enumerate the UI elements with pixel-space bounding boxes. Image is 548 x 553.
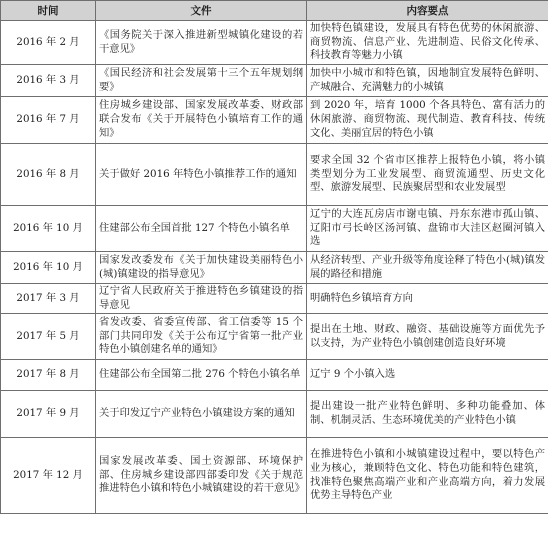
cell-file: 辽宁省人民政府关于推进特色乡镇建设的指导意见 xyxy=(96,284,307,314)
cell-file: 国家发展改革委、国土资源部、环境保护部、住房城乡建设部四部委印发《关于规范推进特色小镇和特色小城镇建设的若干意见》 xyxy=(96,438,307,514)
cell-time: 2016 年 3 月 xyxy=(1,65,96,97)
header-content-points: 内容要点 xyxy=(307,1,548,21)
cell-file: 住建部公布全国第二批 276 个特色小镇名单 xyxy=(96,360,307,391)
cell-file: 《国民经济和社会发展第十三个五年规划纲要》 xyxy=(96,65,307,97)
table-header-row xyxy=(1,1,548,21)
cell-file: 省发改委、省委宣传部、省工信委等 15 个部门共同印发《关于公布辽宁省第一批产业特色小镇创建名单的通知》 xyxy=(96,314,307,360)
cell-points: 到 2020 年，培育 1000 个各具特色、富有活力的休闲旅游、商贸物流、现代制造、教育科技、传统文化、美丽宜居的特色小镇 xyxy=(307,97,548,144)
cell-file: 关于印发辽宁产业特色小镇建设方案的通知 xyxy=(96,391,307,438)
cell-time: 2016 年 10 月 xyxy=(1,206,96,252)
cell-points: 明确特色乡镇培育方向 xyxy=(307,284,548,314)
cell-time: 2016 年 7 月 xyxy=(1,97,96,144)
cell-points: 提出建设一批产业特色鲜明、多种功能叠加、体制、机制灵活、生态环境优美的产业特色小镇 xyxy=(307,391,548,438)
cell-time: 2016 年 8 月 xyxy=(1,144,96,206)
cell-points: 辽宁的大连瓦房店市谢屯镇、丹东东港市孤山镇、辽阳市弓长岭区汤河镇、盘锦市大洼区赵圈河镇入选 xyxy=(307,206,548,252)
cell-points: 辽宁 9 个小镇入选 xyxy=(307,360,548,391)
table-row xyxy=(1,360,548,391)
cell-points: 加快中小城市和特色镇，因地制宜发展特色鲜明、产城融合、充满魅力的小城镇 xyxy=(307,65,548,97)
table-row xyxy=(1,252,548,284)
cell-time: 2016 年 10 月 xyxy=(1,252,96,284)
table-row xyxy=(1,65,548,97)
cell-time: 2017 年 5 月 xyxy=(1,314,96,360)
cell-time: 2017 年 8 月 xyxy=(1,360,96,391)
header-file: 文件 xyxy=(96,1,307,21)
cell-points: 提出在土地、财政、融资、基础设施等方面优先予以支持，为产业特色小镇创建创造良好环境 xyxy=(307,314,548,360)
cell-points: 在推进特色小镇和小城镇建设过程中，要以特色产业为核心，兼顾特色文化、特色功能和特色建筑，找准特色聚焦高端产业和产业高端方向，着力发展优势主导特色产业 xyxy=(307,438,548,514)
cell-time: 2016 年 2 月 xyxy=(1,21,96,65)
table-row xyxy=(1,284,548,314)
table-row xyxy=(1,314,548,360)
table-row xyxy=(1,206,548,252)
cell-time: 2017 年 3 月 xyxy=(1,284,96,314)
cell-file: 国家发改委发布《关于加快建设美丽特色小(城)镇建设的指导意见》 xyxy=(96,252,307,284)
cell-points: 要求全国 32 个省市区推荐上报特色小镇，将小镇类型划分为工业发展型、商贸流通型、历史文化型、旅游发展型、民族聚居型和农业发展型 xyxy=(307,144,548,206)
cell-file: 关于做好 2016 年特色小镇推荐工作的通知 xyxy=(96,144,307,206)
table-row xyxy=(1,438,548,514)
cell-time: 2017 年 12 月 xyxy=(1,438,96,514)
table-row xyxy=(1,97,548,144)
table-row xyxy=(1,144,548,206)
cell-time: 2017 年 9 月 xyxy=(1,391,96,438)
header-time: 时间 xyxy=(1,1,96,21)
cell-file: 住建部公布全国首批 127 个特色小镇名单 xyxy=(96,206,307,252)
table-row xyxy=(1,391,548,438)
cell-points: 加快特色镇建设，发展具有特色优势的休闲旅游、商贸物流、信息产业、先进制造、民俗文化传承、科技教育等魅力小镇 xyxy=(307,21,548,65)
cell-file: 《国务院关于深入推进新型城镇化建设的若干意见》 xyxy=(96,21,307,65)
cell-points: 从经济转型、产业升级等角度诠释了特色小(城)镇发展的路径和措施 xyxy=(307,252,548,284)
table-row xyxy=(1,21,548,65)
cell-file: 住房城乡建设部、国家发展改革委、财政部联合发布《关于开展特色小镇培育工作的通知》 xyxy=(96,97,307,144)
